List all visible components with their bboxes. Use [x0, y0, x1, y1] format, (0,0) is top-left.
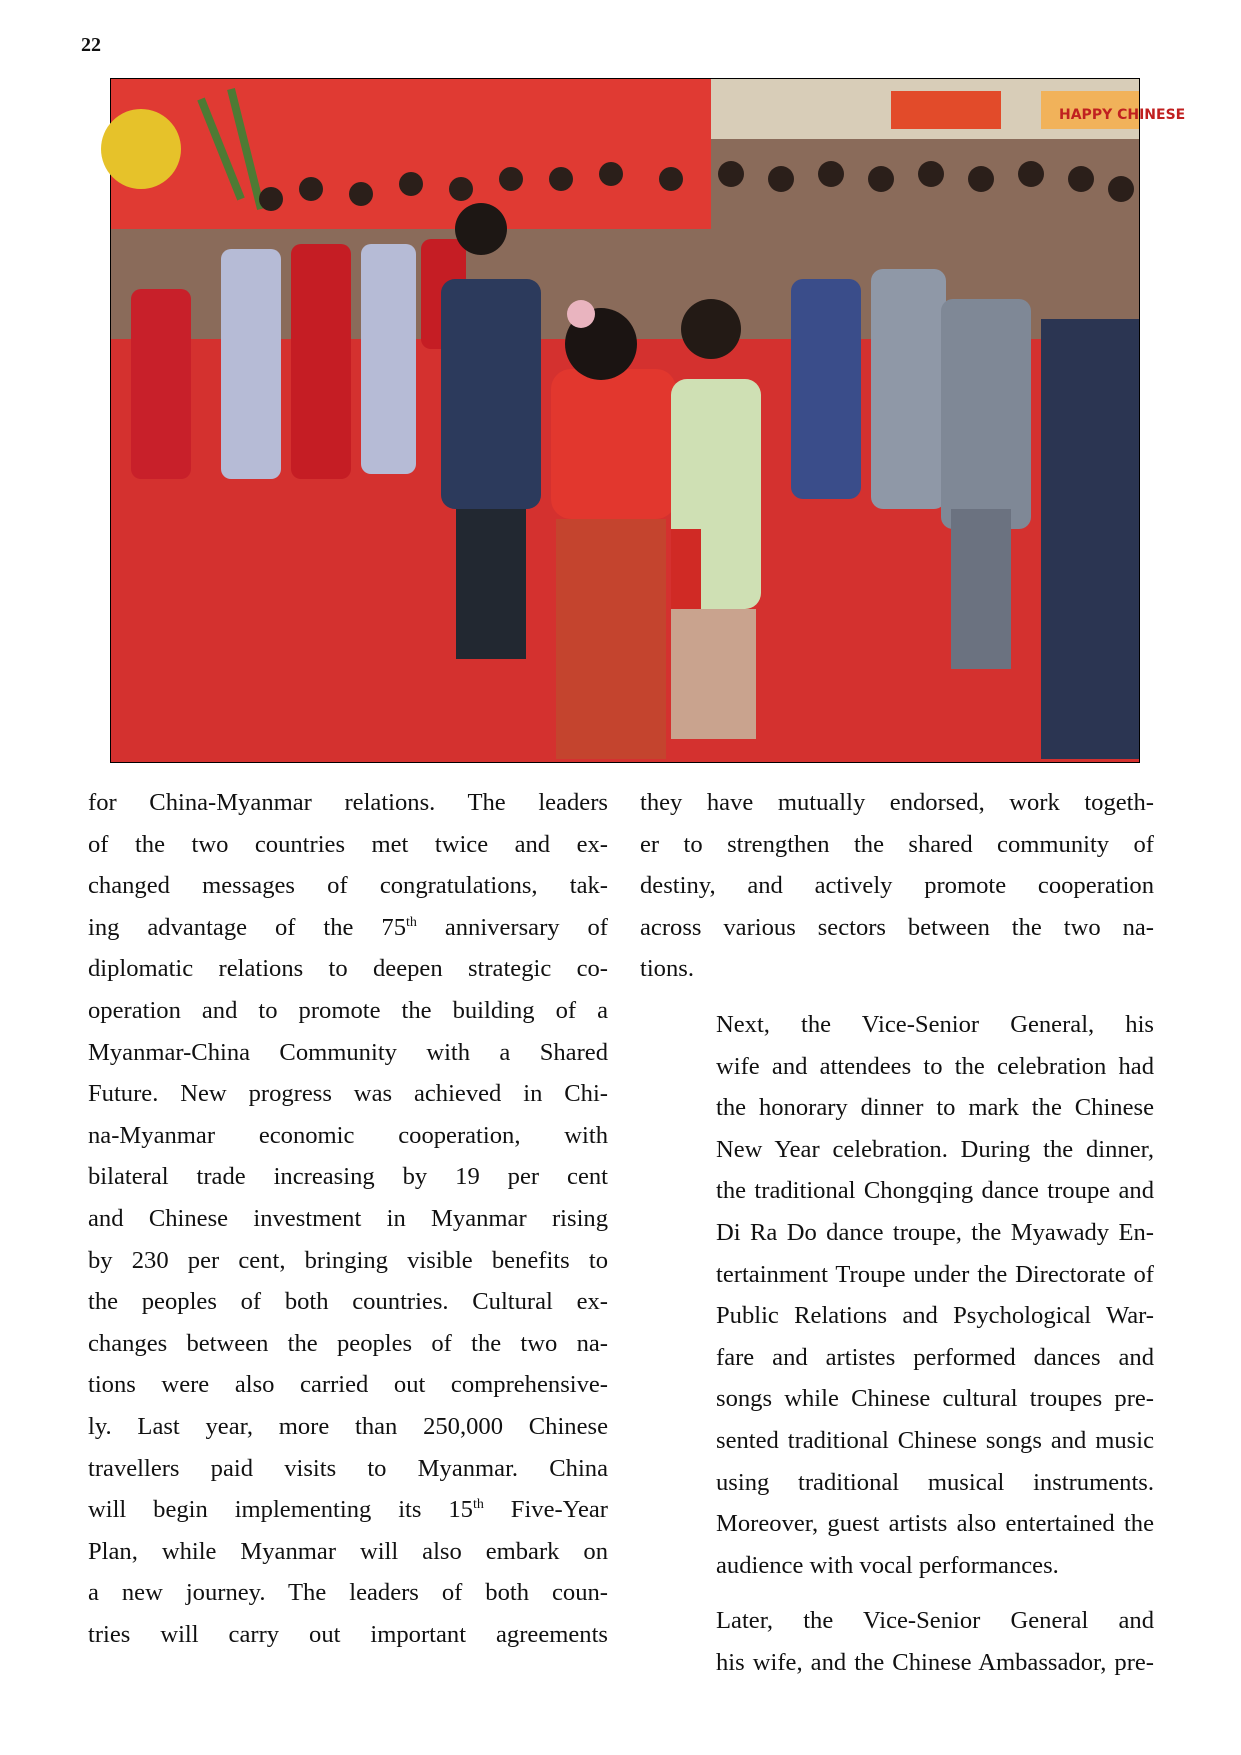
text-line: Public Relations and Psychological War-	[716, 1302, 1154, 1330]
text-line: for China-Myanmar relations. The leaders	[88, 789, 608, 816]
text-line: New Year celebration. During the dinner,	[716, 1135, 1154, 1163]
man-navy-suit	[441, 279, 541, 509]
text-line: changes between the peoples of the two na-	[88, 1329, 608, 1357]
text-line: na-Myanmar economic cooperation, with	[88, 1121, 608, 1149]
text-line: a new journey. The leaders of both coun-	[88, 1579, 608, 1607]
man-gray-suit	[871, 269, 946, 509]
photo-illustration	[111, 79, 1186, 762]
text-line: Next, the Vice-Senior General, his	[716, 1010, 1154, 1038]
paragraph	[640, 1600, 1154, 1683]
text-line: fare and artistes performed dances and	[716, 1343, 1154, 1371]
text-line: tertainment Troupe under the Directorate of	[716, 1260, 1154, 1288]
woman-lavender-hanfu	[361, 244, 416, 474]
superscript: th	[472, 1497, 484, 1513]
man-navy-uniform	[1041, 319, 1139, 759]
text-line: of the two countries met twice and ex-	[88, 830, 608, 858]
text-line: by 230 per cent, bringing visible benefits to	[88, 1246, 608, 1274]
text-line: they have mutually endorsed, work togeth-	[640, 789, 1154, 816]
text-line: songs while Chinese cultural troupes pre-	[716, 1385, 1154, 1413]
text-line	[88, 1489, 608, 1531]
text-line: the honorary dinner to mark the Chinese	[716, 1094, 1154, 1122]
text-line: Di Ra Do dance troupe, the Myawady En-	[716, 1218, 1154, 1246]
man-trousers	[456, 509, 526, 659]
text-fragment: will begin implementing its 15	[88, 1496, 473, 1524]
banner-text: HAPPY CHINESE	[1059, 107, 1186, 123]
text-line: diplomatic relations to deepen strategic co-	[88, 955, 608, 983]
woman-patterned-longyi	[556, 519, 666, 759]
text-line	[88, 907, 608, 949]
text-line: destiny, and actively promote cooperation	[640, 872, 1154, 900]
text-line: bilateral trade increasing by 19 per cent	[88, 1163, 608, 1191]
woman-red-top	[551, 369, 676, 519]
text-line: sented traditional Chinese songs and music	[716, 1426, 1154, 1454]
superscript: th	[406, 914, 417, 930]
text-line: using traditional musical instruments.	[716, 1468, 1154, 1496]
text-line: er to strengthen the shared community of	[640, 830, 1154, 858]
text-line: across various sectors between the two na-	[640, 913, 1154, 941]
text-line: tries will carry out important agreements	[88, 1620, 608, 1648]
left-column	[88, 782, 608, 1655]
text-line: Myanmar-China Community with a Shared	[88, 1038, 608, 1066]
woman-red-hanfu	[291, 244, 351, 479]
text-line: audience with vocal performances.	[716, 1551, 1059, 1579]
text-line: his wife, and the Chinese Ambassador, pre-	[716, 1648, 1154, 1676]
event-photo	[110, 78, 1186, 763]
man-blue-suit	[791, 279, 861, 499]
right-column	[640, 782, 1154, 1683]
text-line: operation and to promote the building of a	[88, 996, 608, 1024]
text-line: Moreover, guest artists also entertained the	[716, 1510, 1154, 1538]
man-gray-suit-2	[941, 299, 1031, 529]
text-line: ly. Last year, more than 250,000 Chinese	[88, 1412, 608, 1440]
text-line: the peoples of both countries. Cultural ex-	[88, 1288, 608, 1316]
paragraph	[88, 782, 608, 1655]
text-line: tions.	[640, 955, 694, 983]
paragraph	[640, 1004, 1154, 1586]
older-woman-head	[681, 299, 741, 359]
text-fragment: ing advantage of the 75	[88, 913, 406, 941]
hair-flowers	[567, 300, 595, 328]
text-line: tions were also carried out comprehensive-	[88, 1371, 608, 1399]
text-line: and Chinese investment in Myanmar rising	[88, 1204, 608, 1232]
paragraph	[640, 782, 1154, 990]
text-line: Later, the Vice-Senior General and	[716, 1607, 1154, 1635]
banner-left	[891, 91, 1001, 129]
text-line: Plan, while Myanmar will also embark on	[88, 1537, 608, 1565]
page-number: 22	[81, 34, 101, 56]
woman-lavender-dress	[221, 249, 281, 479]
text-line: wife and attendees to the celebration had	[716, 1052, 1154, 1080]
woman-red-dress	[131, 289, 191, 479]
text-line: Future. New progress was achieved in Chi-	[88, 1080, 608, 1108]
lion-dance-head	[101, 109, 181, 189]
gray-trousers	[951, 509, 1011, 669]
text-fragment: Five-Year	[483, 1496, 608, 1524]
text-line: changed messages of congratulations, tak-	[88, 872, 608, 900]
woman-longyi	[671, 609, 756, 739]
text-line: the traditional Chongqing dance troupe and	[716, 1177, 1154, 1205]
text-fragment: anniversary of	[416, 913, 608, 941]
man-head	[455, 203, 507, 255]
text-line: travellers paid visits to Myanmar. China	[88, 1454, 608, 1482]
